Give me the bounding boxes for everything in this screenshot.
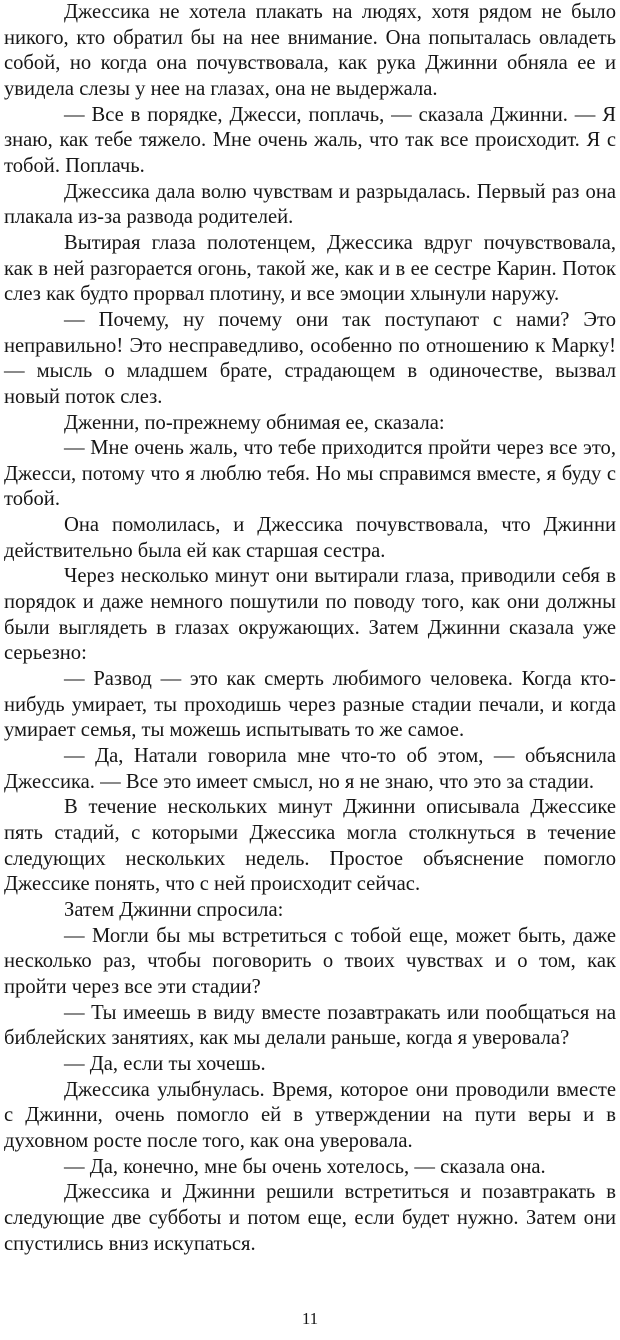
paragraph: Она помолилась, и Джессика почувствовала, что Джинни действительно была ей как старшая сестра. [4,514,616,562]
paragraph: — Все в порядке, Джесси, поплачь, — сказала Джинни. — Я знаю, как тебе тяжело. Мне очень жаль, что так все происходит. Я с тобой. Поплачь. [4,103,616,177]
paragraph: — Да, Натали говорила мне что-то об этом, — объяснила Джессика. — Все это имеет смысл, но я не знаю, что это за стадии. [4,745,616,793]
paragraph: — Могли бы мы встретиться с тобой еще, может быть, даже несколько раз, чтобы поговорить о твоих чувствах и о том, как пройти через все эти стадии? [4,924,616,998]
paragraph: — Мне очень жаль, что тебе приходится пройти через все это, Джесси, потому что я люблю тебя. Но мы справимся вместе, я буду с тобой. [4,437,616,511]
page-number: 11 [301,1309,319,1328]
paragraph: В течение нескольких минут Джинни описывала Джессике пять стадий, с которыми Джессика могла столкнуться в течение следующих нескольких недель. Простое объяснение помогло Джессике понять, что с ней происходит сейчас. [4,796,616,896]
paragraph: Дженни, по-прежнему обнимая ее, сказала: [64,411,445,434]
paragraph: Вытирая глаза полотенцем, Джессика вдруг почувствовала, как в ней разгорается огонь, такой же, как и в ее сестре Карин. Поток слез как будто прорвал плотину, и все эмоции хлынули наружу. [4,231,616,306]
paragraph: Затем Джинни спросила: [64,898,284,921]
paragraph: Через несколько минут они вытирали глаза, приводили себя в порядок и даже немного пошутили по поводу того, как они должны были выглядеть в глазах окружающих. Затем Джинни сказала уже серьезно: [4,565,616,665]
paragraph: — Почему, ну почему они так поступают с нами? Это неправильно! Это несправедливо, особенно по отношению к Марку! — мысль о младшем брате, страдающем в одиночестве, вызвал новый поток слез. [4,308,616,408]
paragraph: — Ты имеешь в виду вместе позавтракать или пообщаться на библейских занятиях, как мы делали раньше, когда я уверовала? [4,1001,616,1050]
paragraph: — Да, если ты хочешь. [64,1052,266,1075]
paragraph: — Да, конечно, мне бы очень хотелось, — сказала она. [64,1155,546,1178]
paragraph: Джессика не хотела плакать на людях, хотя рядом не было никого, кто обратил бы на нее внимание. Она попыталась овладеть собой, но когда она почувствовала, как рука Джинни обняла ее и увидела слезы у нее на глазах, она не выдержала. [4,1,616,100]
paragraph: Джессика и Джинни решили встретиться и позавтракать в следующие две субботы и потом еще, если будет нужно. Затем они спустились вниз искупаться. [4,1181,616,1255]
paragraph: Джессика дала волю чувствам и разрыдалась. Первый раз она плакала из-за развода родителей. [4,180,616,229]
body-text [4,0,616,1257]
paragraph: — Развод — это как смерть любимого человека. Когда кто-нибудь умирает, ты проходишь через разные стадии печали, и когда умирает семья, ты можешь испытывать то же самое. [4,668,616,742]
paragraph: Джессика улыбнулась. Время, которое они проводили вместе с Джинни, очень помогло ей в утверждении на пути веры и в духовном росте после того, как она уверовала. [4,1078,616,1152]
